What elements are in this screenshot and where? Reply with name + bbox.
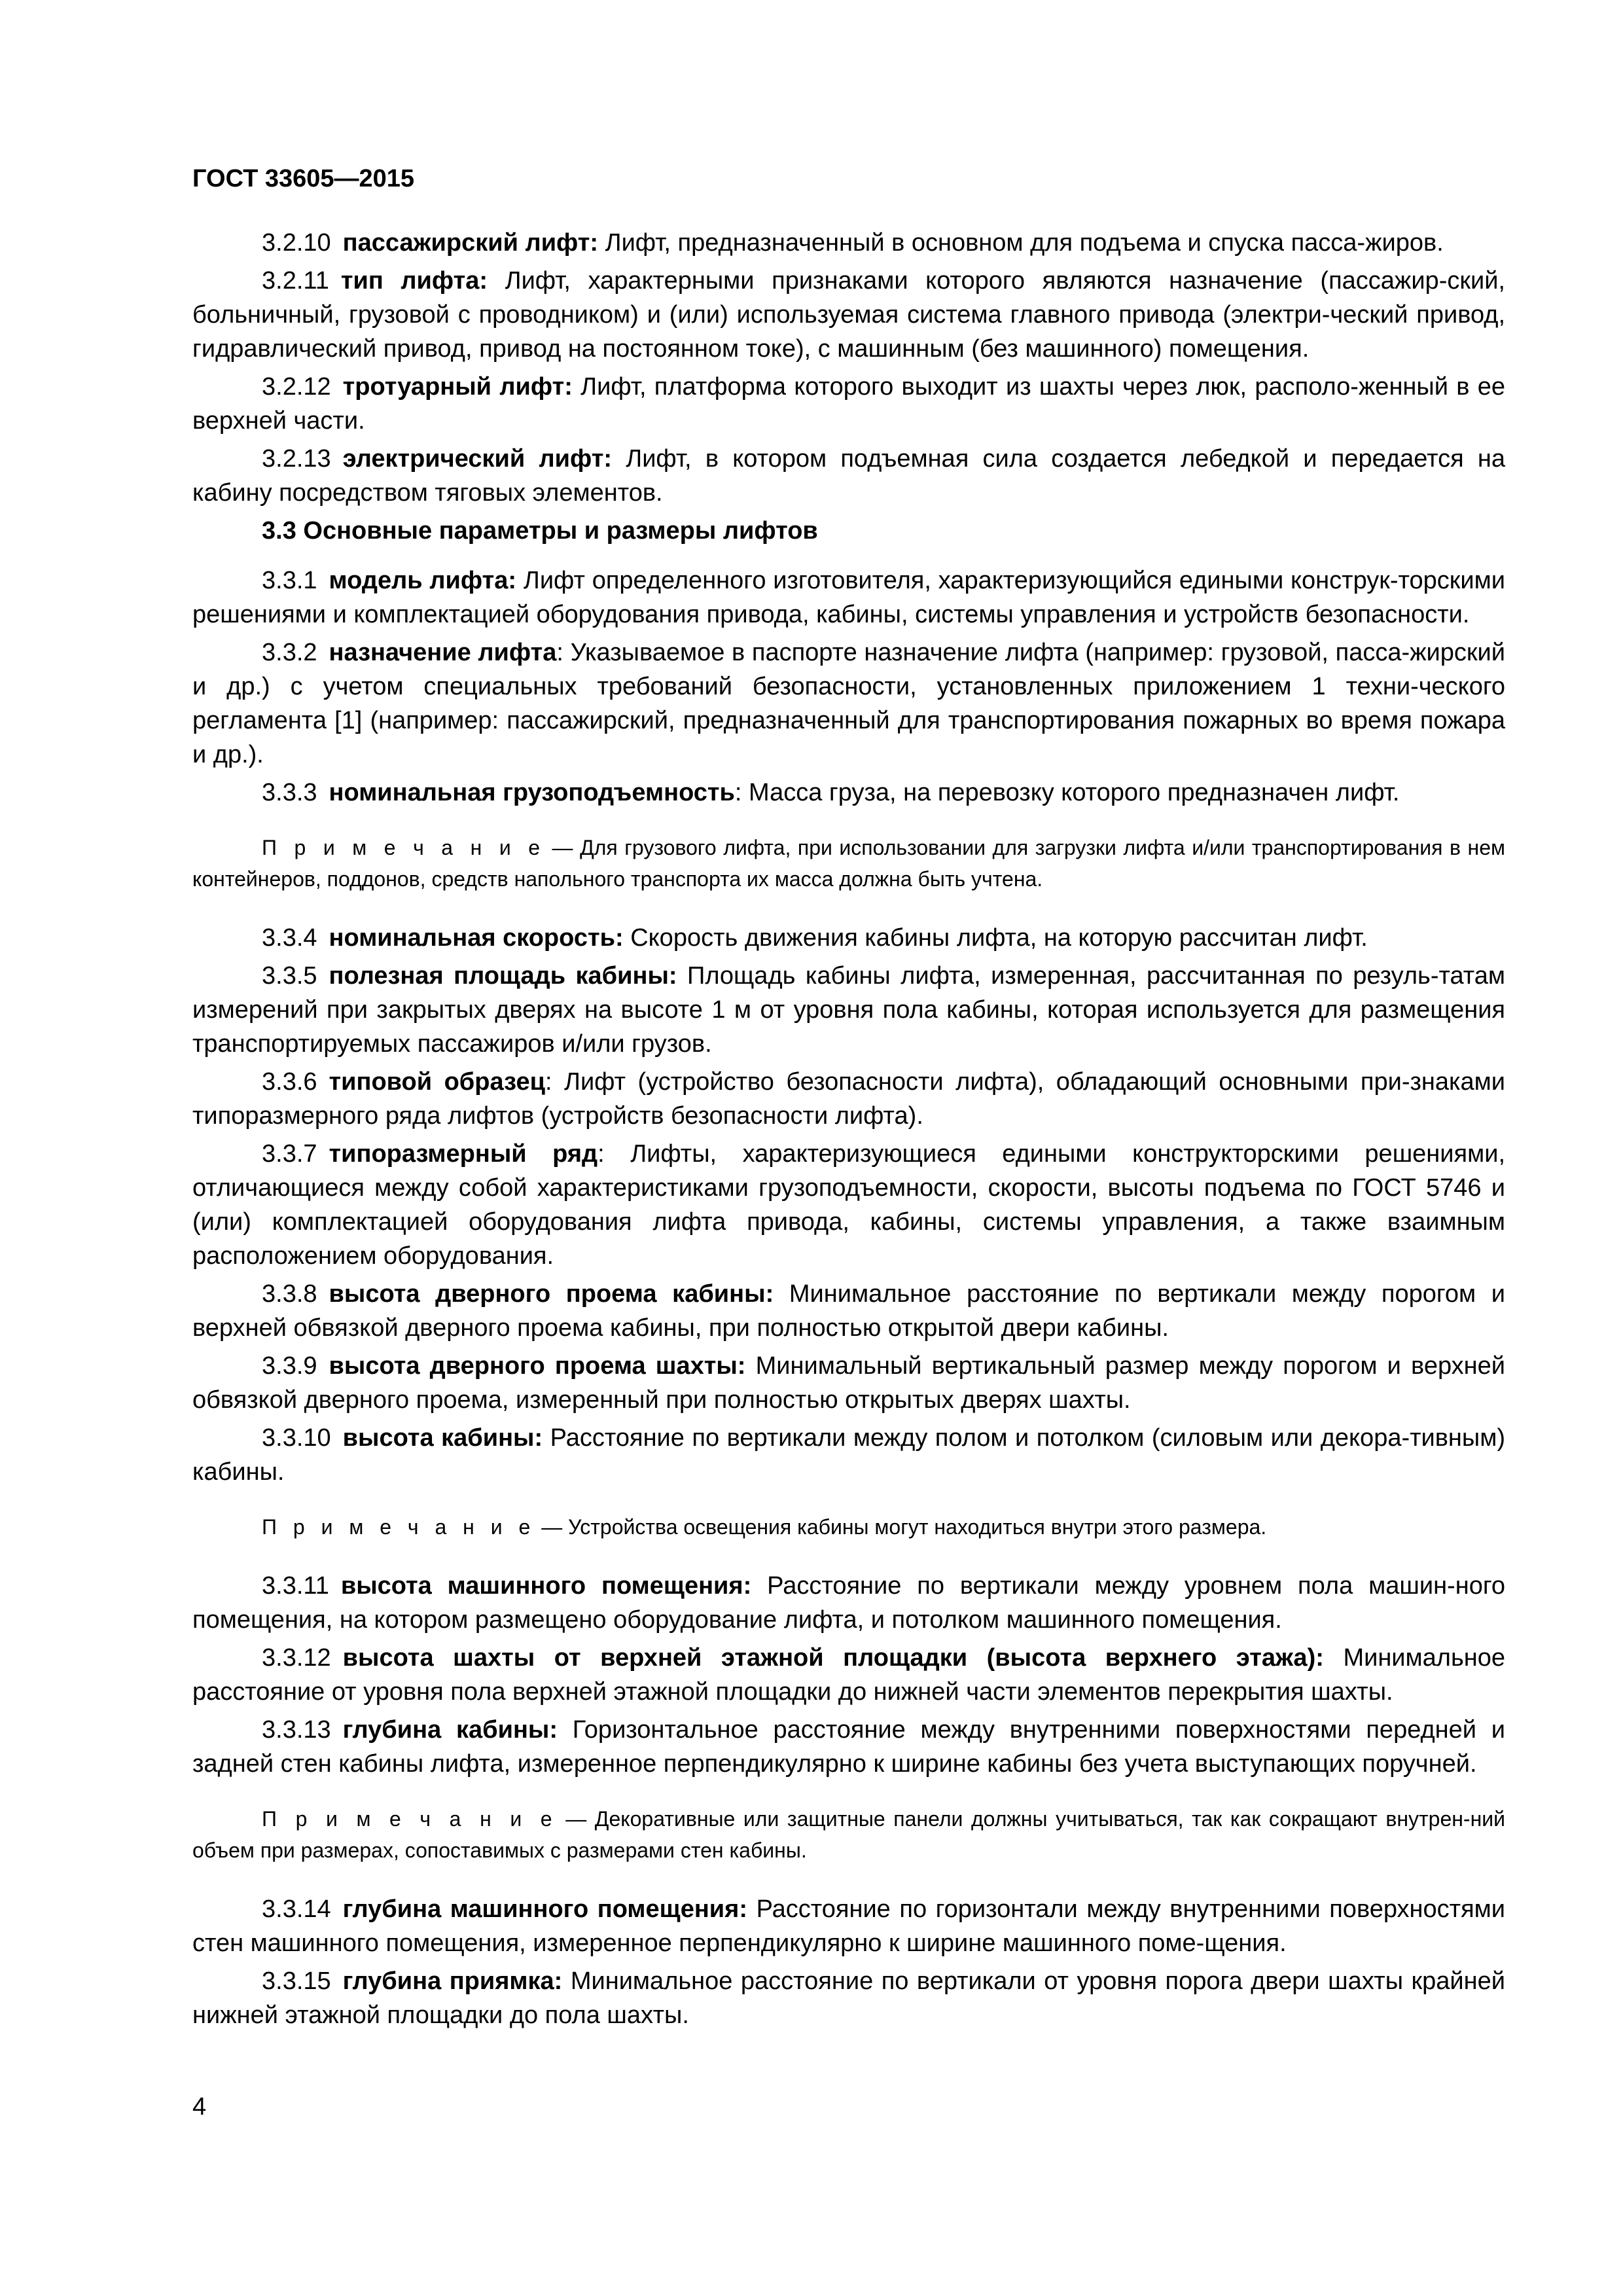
definition-paragraph	[192, 959, 1505, 1061]
definition-text: Расстояние по вертикали между уровнем пола машин-ного помещения, на котором размещено оборудование лифта, и потолком машинного помещения.	[192, 1572, 1505, 1634]
section-heading: 3.3 Основные параметры и размеры лифтов	[262, 517, 818, 545]
definition-paragraph	[192, 264, 1505, 366]
defined-term: электрический лифт:	[342, 445, 612, 473]
definition-text: Площадь кабины лифта, измеренная, рассчитанная по резуль-татам измерений при закрытых дверях на высоте 1 м от уровня пола кабины, которая используется для размещения транспортируемых пассажиров и/или грузов.	[192, 962, 1505, 1058]
definition-text: Горизонтальное расстояние между внутренними поверхностями передней и задней стен кабины лифта, измеренное перпендикулярно к ширине кабины без учета выступающих поручней.	[192, 1716, 1505, 1778]
definition-paragraph	[192, 442, 1505, 510]
definition-paragraph	[192, 921, 1505, 955]
definition-paragraph	[192, 1065, 1505, 1133]
definition-paragraph	[192, 636, 1505, 772]
clause-number: 3.3.7	[262, 1140, 317, 1168]
defined-term: высота дверного проема кабины:	[329, 1280, 774, 1308]
definition-text: Лифт, в котором подъемная сила создается лебедкой и передается на кабину посредством тяговых элементов.	[192, 445, 1506, 507]
clause-number: 3.2.13	[262, 445, 331, 473]
note-paragraph	[192, 1511, 1505, 1543]
clause-number: 3.3.14	[262, 1895, 331, 1923]
defined-term: высота кабины:	[342, 1424, 543, 1452]
definition-text: Лифт определенного изготовителя, характеризующийся едиными конструк-торскими решениями и комплектацией оборудования привода, кабины, системы управления и устройств безопасности.	[192, 567, 1505, 628]
defined-term: типоразмерный ряд	[329, 1140, 598, 1168]
defined-term: номинальная грузоподъемность	[329, 779, 735, 806]
definition-paragraph	[192, 1421, 1505, 1489]
definition-paragraph	[192, 776, 1505, 810]
definition-text: : Лифт (устройство безопасности лифта), обладающий основными при-знаками типоразмерного ряда лифтов (устройств безопасности лифта).	[192, 1068, 1505, 1130]
defined-term: высота машинного помещения:	[340, 1572, 752, 1600]
document-body	[192, 226, 1505, 2036]
definition-text: Минимальное расстояние от уровня пола верхней этажной площадки до нижней части элементов перекрытия шахты.	[192, 1644, 1506, 1706]
document-header: ГОСТ 33605—2015	[192, 165, 415, 192]
definition-text: : Указываемое в паспорте назначение лифта (например: грузовой, пасса-жирский и др.) с учетом специальных требований безопасности, установленных приложением 1 техни-ческого регламента [1] (например: пассажирский, предназначенный для транспортирования пожарных во время пожара и др.).	[192, 639, 1505, 768]
definition-paragraph	[192, 1892, 1505, 1960]
clause-number: 3.3.4	[262, 924, 317, 952]
defined-term: полезная площадь кабины:	[329, 962, 677, 990]
defined-term: пассажирский лифт:	[342, 229, 599, 257]
note-text: — Устройства освещения кабины могут находиться внутри этого размера.	[535, 1515, 1267, 1539]
definition-paragraph	[192, 370, 1505, 438]
definition-text: Минимальное расстояние по вертикали между порогом и верхней обвязкой дверного проема кабины, при полностью открытой двери кабины.	[192, 1280, 1505, 1342]
note-label: П р и м е ч а н и е	[262, 1807, 558, 1831]
definition-text: Скорость движения кабины лифта, на которую рассчитан лифт.	[630, 924, 1368, 952]
definition-text: Лифт, характерными признаками которого являются назначение (пассажир-ский, больничный, грузовой с проводником) и (или) используемая система главного привода (электри-ческий привод, гидравлический привод, привод на постоянном токе), с машинным (без машинного) помещения.	[192, 267, 1505, 363]
clause-number: 3.3.8	[262, 1280, 317, 1308]
definition-text: Минимальное расстояние по вертикали от уровня порога двери шахты крайней нижней этажной площадки до пола шахты.	[192, 1967, 1505, 2029]
clause-number: 3.3.13	[262, 1716, 331, 1744]
clause-number: 3.3.3	[262, 779, 317, 806]
clause-number: 3.2.10	[262, 229, 331, 257]
defined-term: глубина машинного помещения:	[342, 1895, 747, 1923]
defined-term: высота дверного проема шахты:	[329, 1352, 746, 1380]
definition-paragraph	[192, 226, 1505, 260]
clause-number: 3.3.9	[262, 1352, 317, 1380]
clause-number: 3.3.6	[262, 1068, 317, 1096]
definition-paragraph	[192, 1277, 1505, 1345]
definition-text: Лифт, платформа которого выходит из шахты через люк, располо-женный в ее верхней части.	[192, 373, 1505, 435]
defined-term: тротуарный лифт:	[342, 373, 573, 401]
clause-number: 3.3.12	[262, 1644, 331, 1672]
clause-number: 3.3.10	[262, 1424, 331, 1452]
defined-term: номинальная скорость:	[329, 924, 624, 952]
defined-term: высота шахты от верхней этажной площадки (высота верхнего этажа):	[342, 1644, 1324, 1672]
definition-paragraph	[192, 1137, 1505, 1273]
definition-text: Расстояние по вертикали между полом и потолком (силовым или декора-тивным) кабины.	[192, 1424, 1506, 1486]
defined-term: глубина кабины:	[342, 1716, 558, 1744]
note-label: П р и м е ч а н и е	[262, 1515, 536, 1539]
clause-number: 3.3.15	[262, 1967, 331, 1995]
definition-text: : Лифты, характеризующиеся едиными конструкторскими решениями, отличающиеся между собой характеристиками грузоподъемности, скорости, высоты подъема по ГОСТ 5746 и (или) комплектацией оборудования лифта привода, кабины, системы управления, а также взаимным расположением оборудования.	[192, 1140, 1506, 1270]
clause-number: 3.2.12	[262, 373, 331, 401]
definition-paragraph	[192, 1641, 1505, 1709]
definition-text: : Масса груза, на перевозку которого предназначен лифт.	[734, 779, 1400, 806]
clause-number: 3.2.11	[262, 267, 329, 295]
definition-paragraph	[192, 1569, 1505, 1637]
defined-term: типовой образец	[329, 1068, 545, 1096]
definition-paragraph	[192, 1349, 1505, 1417]
note-paragraph	[192, 1803, 1505, 1866]
definition-paragraph	[192, 1713, 1505, 1781]
note-label: П р и м е ч а н и е	[262, 836, 546, 859]
definition-paragraph	[192, 1964, 1505, 2032]
defined-term: модель лифта:	[329, 567, 517, 594]
definition-paragraph	[192, 564, 1505, 632]
clause-number: 3.3.1	[262, 567, 317, 594]
page-number: 4	[192, 2093, 207, 2121]
note-text: — Для грузового лифта, при использовании для загрузки лифта и/или транспортирования в нем контейнеров, поддонов, средств напольного транспорта их масса должна быть учтена.	[192, 836, 1506, 891]
defined-term: назначение лифта	[329, 639, 557, 666]
clause-number: 3.3.2	[262, 639, 317, 666]
clause-number: 3.3.5	[262, 962, 317, 990]
definition-text: Минимальный вертикальный размер между порогом и верхней обвязкой дверного проема, измеренный при полностью открытых дверях шахты.	[192, 1352, 1506, 1414]
note-text: — Декоративные или защитные панели должны учитываться, так как сокращают внутрен-ний объем при размерах, сопоставимых с размерами стен кабины.	[192, 1807, 1506, 1862]
clause-number: 3.3.11	[262, 1572, 329, 1600]
defined-term: глубина приямка:	[342, 1967, 563, 1995]
definition-text: Лифт, предназначенный в основном для подъема и спуска пасса-жиров.	[605, 229, 1444, 257]
defined-term: тип лифта:	[340, 267, 488, 295]
note-paragraph	[192, 832, 1505, 895]
definition-text: Расстояние по горизонтали между внутренними поверхностями стен машинного помещения, измеренное перпендикулярно к ширине машинного поме-щения.	[192, 1895, 1505, 1957]
